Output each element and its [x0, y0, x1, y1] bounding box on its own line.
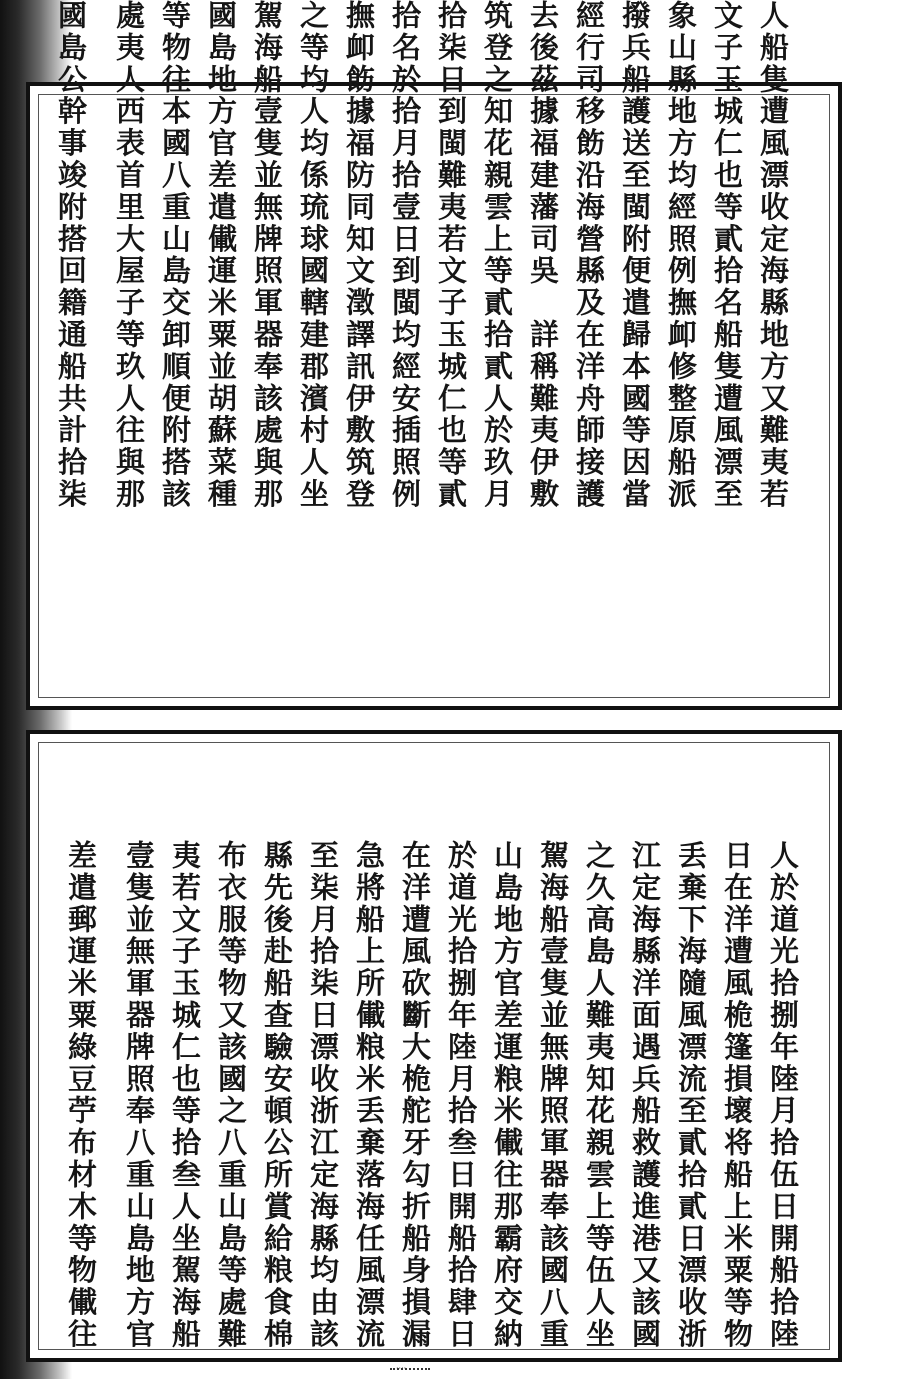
upper-text-column: 撥兵船護送至閩附便遣歸本國等因當 — [618, 0, 652, 511]
upper-text-column: 拾名於拾月拾壹日到閩均經安插照例 — [388, 0, 422, 511]
upper-text-column: 象山縣地方均經照例撫卹修整原船派 — [664, 0, 698, 511]
lower-text-column: 至柒月拾柒日漂收浙江定海縣均由該 — [306, 840, 340, 1351]
upper-text-column: 筑登之知花親雲上等貳拾貳人於玖月 — [480, 0, 514, 511]
lower-text-column: 布衣服等物又該國之八重山島等處難 — [214, 840, 248, 1351]
upper-text-column: 等物往本國八重山島交卸順便附搭該 — [158, 0, 192, 511]
upper-text-column: 去後茲據福建藩司吳 詳稱難夷伊敷 — [526, 0, 560, 511]
lower-inner-rule — [38, 742, 830, 1350]
lower-text-column: 江定海縣洋面遇兵船救護進港又該國 — [628, 840, 662, 1351]
lower-text-column: 於道光拾捌年陸月拾叁日開船拾肆日 — [444, 840, 478, 1351]
lower-text-column: 人於道光拾捌年陸月拾伍日開船拾陸 — [766, 840, 800, 1351]
page-number: ···· — [396, 1364, 407, 1373]
lower-text-column: 縣先後赴船查驗安頓公所賞給粮食棉 — [260, 840, 294, 1351]
lower-text-column: 日在洋遭風桅篷損壞将船上米粟等物 — [720, 840, 754, 1351]
lower-text-column: 壹隻並無軍器牌照奉八重山島地方官 — [122, 840, 156, 1351]
upper-text-column: 駕海船壹隻並無牌照軍器奉該處與那 — [250, 0, 284, 511]
lower-text-column: 差遣郵運米粟綠豆苧布材木等物儎往 — [64, 840, 98, 1351]
upper-text-column: 國島地方官差遣儎運米粟並胡蘇菜種 — [204, 0, 238, 511]
page-number-mark — [390, 1364, 430, 1374]
lower-text-column: 夷若文子玉城仁也等拾叁人坐駕海船 — [168, 840, 202, 1351]
upper-text-column: 之等均人均係琉球國轄建郡濱村人坐 — [296, 0, 330, 511]
upper-text-column: 處夷人西表首里大屋子等玖人往與那 — [112, 0, 146, 511]
lower-text-column: 丢棄下海隨風漂流至貳拾貳日漂收浙 — [674, 840, 708, 1351]
upper-text-column: 撫卹飭據福防同知文澂譯訊伊敷筑登 — [342, 0, 376, 511]
upper-text-column: 國島公幹事竣附搭回籍通船共計拾柒 — [54, 0, 88, 511]
upper-text-column: 經行司移飭沿海營縣及在洋舟師接護 — [572, 0, 606, 511]
upper-text-column: 文子玉城仁也等貳拾名船隻遭風漂至 — [710, 0, 744, 511]
lower-text-column: 之久高島人難夷知花親雲上等伍人坐 — [582, 840, 616, 1351]
upper-text-column: 人船隻遭風漂收定海縣地方又難夷若 — [756, 0, 790, 511]
lower-text-column: 山島地方官差運粮米儎往那霸府交納 — [490, 840, 524, 1351]
lower-text-column: 駕海船壹隻並無牌照軍器奉該國八重 — [536, 840, 570, 1351]
lower-text-column: 急將船上所儎粮米丢棄落海任風漂流 — [352, 840, 386, 1351]
lower-text-column: 在洋遭風砍斷大桅舵牙勾折船身損漏 — [398, 840, 432, 1351]
upper-text-column: 拾柒日到閩難夷若文子玉城仁也等貳 — [434, 0, 468, 511]
